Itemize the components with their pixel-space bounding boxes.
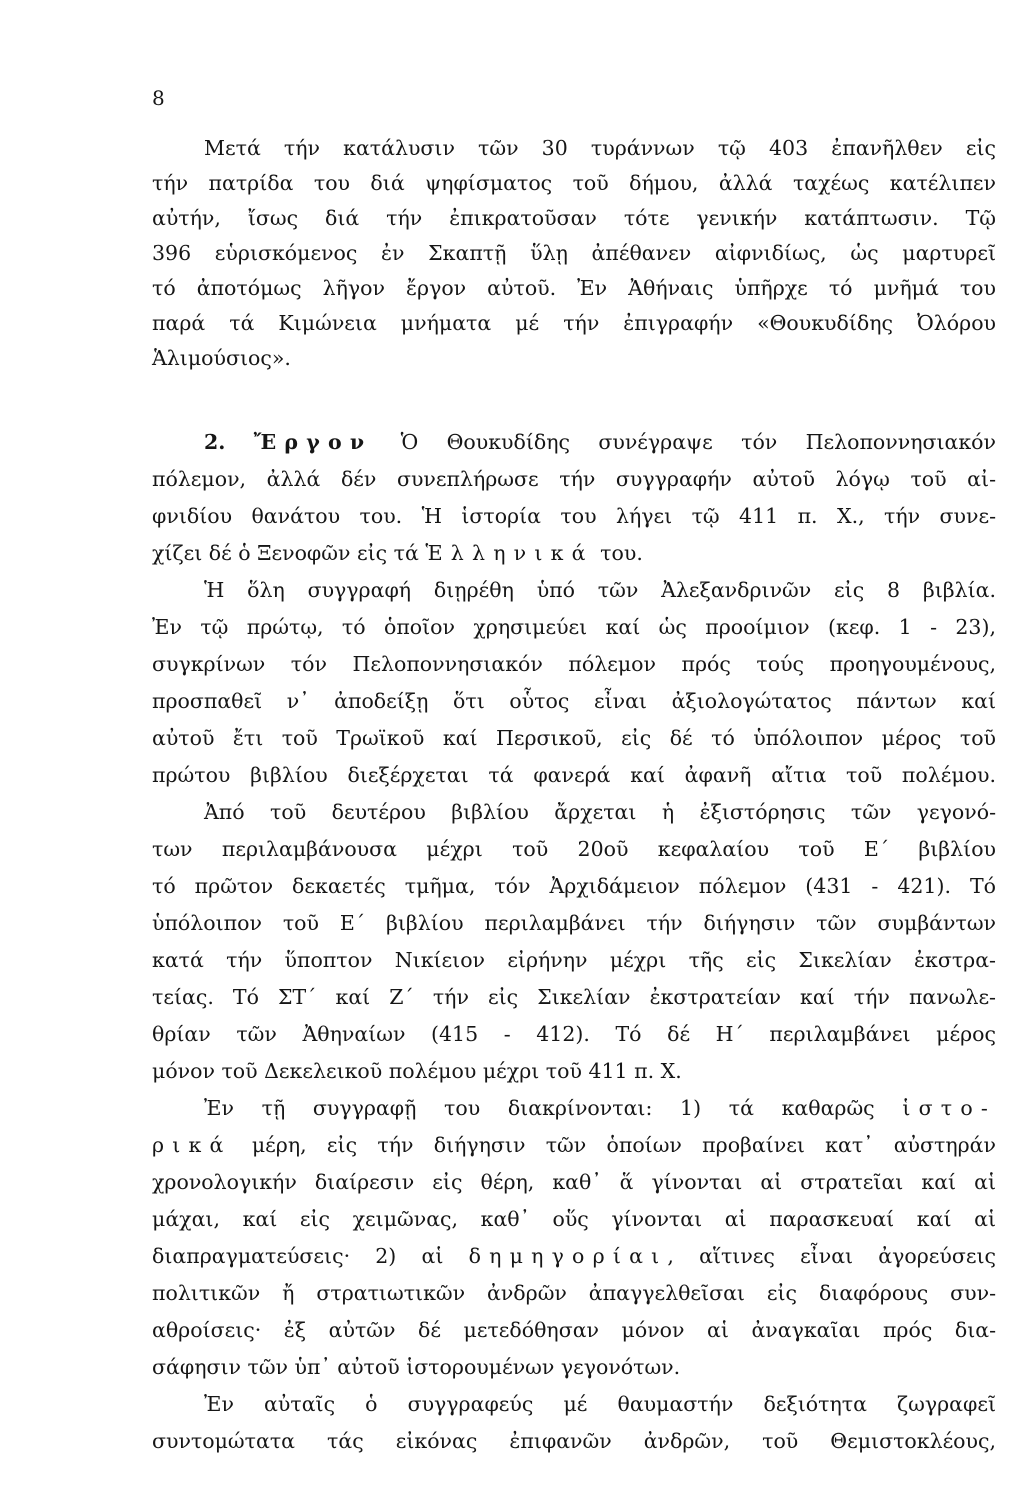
- spaced-word: ἱστο-: [902, 1096, 996, 1120]
- section-title: Ἔργον: [253, 430, 373, 454]
- text-line: φνιδίου θανάτου του. Ἡ ἱστορία του λήγει τῷ 411 π. Χ., τήν συνε-: [152, 504, 996, 528]
- text-line: ρικά μέρη, εἰς τήν διήγησιν τῶν ὁποίων προβαίνει κατ᾽ αὐστηράν: [152, 1133, 996, 1157]
- text-line: θρίαν τῶν Ἀθηναίων (415 - 412). Τό δέ Η΄ περιλαμβάνει μέρος: [152, 1022, 996, 1046]
- text-line: χρονολογικήν διαίρεσιν εἰς θέρη, καθ᾽ ἅ γίνονται αἱ στρατεῖαι καί αἱ: [152, 1170, 996, 1194]
- text-line: προσπαθεῖ ν᾽ ἀποδείξῃ ὅτι οὗτος εἶναι ἀξιολογώτατος πάντων καί: [152, 689, 996, 713]
- text-line: πρώτου βιβλίου διεξέρχεται τά φανερά καί ἀφανῆ αἴτια τοῦ πολέμου.: [152, 763, 996, 787]
- text-line: τό πρῶτον δεκαετές τμῆμα, τόν Ἀρχιδάμειον πόλεμον (431 - 421). Τό: [152, 874, 996, 898]
- text-line: χίζει δέ ὁ Ξενοφῶν εἰς τά Ἑλληνικά του.: [152, 541, 643, 565]
- text-line: των περιλαμβάνουσα μέχρι τοῦ 20οῦ κεφαλαίου τοῦ Ε΄ βιβλίου: [152, 837, 996, 861]
- text-line: Ἀπό τοῦ δευτέρου βιβλίου ἄρχεται ἡ ἐξιστόρησις τῶν γεγονό-: [204, 800, 996, 824]
- text-line: πόλεμον, ἀλλά δέν συνεπλήρωσε τήν συγγραφήν αὐτοῦ λόγῳ τοῦ αἰ-: [152, 467, 996, 491]
- text-line: μόνον τοῦ Δεκελεικοῦ πολέμου μέχρι τοῦ 411 π. Χ.: [152, 1059, 682, 1083]
- text-line: κατά τήν ὕποπτον Νικίειον εἰρήνην μέχρι τῆς εἰς Σικελίαν ἐκστρα-: [152, 948, 996, 972]
- text-line: πολιτικῶν ἤ στρατιωτικῶν ἀνδρῶν ἀπαγγελθεῖσαι εἰς διαφόρους συν-: [152, 1281, 996, 1305]
- text-line: τείας. Τό ΣΤ΄ καί Ζ΄ τήν εἰς Σικελίαν ἐκστρατείαν καί τήν πανωλε-: [152, 985, 996, 1009]
- text-line: ὑπόλοιπον τοῦ Ε΄ βιβλίου περιλαμβάνει τήν διήγησιν τῶν συμβάντων: [152, 911, 996, 935]
- text-line: τήν πατρίδα του διά ψηφίσματος τοῦ δήμου, ἀλλά ταχέως κατέλιπεν: [152, 171, 996, 195]
- text-line: διαπραγματεύσεις· 2) αἱ δημηγορίαι, αἵτινες εἶναι ἀγορεύσεις: [152, 1244, 996, 1268]
- page-number: 8: [152, 86, 165, 110]
- text-line: 396 εὑρισκόμενος ἐν Σκαπτῇ ὕλῃ ἀπέθανεν αἰφνιδίως, ὡς μαρτυρεῖ: [152, 241, 996, 265]
- text-line: Ἐν αὐταῖς ὁ συγγραφεύς μέ θαυμαστήν δεξιότητα ζωγραφεῖ: [204, 1392, 996, 1416]
- text-line: Ἐν τῇ συγγραφῇ του διακρίνονται: 1) τά καθαρῶς ἱστο-: [204, 1096, 996, 1120]
- text-line: αὐτήν, ἴσως διά τήν ἐπικρατοῦσαν τότε γενικήν κατάπτωσιν. Τῷ: [152, 206, 996, 230]
- text-line: μάχαι, καί εἰς χειμῶνας, καθ᾽ οὕς γίνονται αἱ παρασκευαί καί αἱ: [152, 1207, 996, 1231]
- section-number: 2.: [204, 430, 226, 454]
- text-line: Ἁλιμούσιος».: [152, 346, 291, 370]
- text-line: συγκρίνων τόν Πελοποννησιακόν πόλεμον πρός τούς προηγουμένους,: [152, 652, 996, 676]
- text-line: Μετά τήν κατάλυσιν τῶν 30 τυράννων τῷ 403 ἐπανῆλθεν εἰς: [204, 136, 996, 160]
- text-line: σάφησιν τῶν ὑπ᾽ αὐτοῦ ἱστορουμένων γεγονότων.: [152, 1355, 681, 1379]
- spaced-word: ρικά: [152, 1133, 232, 1157]
- spaced-word: Ἑλληνικά: [425, 541, 594, 565]
- text-line: αθροίσεις· ἐξ αὐτῶν δέ μετεδόθησαν μόνον αἱ ἀναγκαῖαι πρός δια-: [152, 1318, 996, 1342]
- spaced-word: δημηγορίαι: [468, 1244, 668, 1268]
- section-heading-line: 2. Ἔργον Ὁ Θουκυδίδης συνέγραψε τόν Πελοποννησιακόν: [204, 430, 996, 454]
- text-line: συντομώτατα τάς εἰκόνας ἐπιφανῶν ἀνδρῶν, τοῦ Θεμιστοκλέους,: [152, 1429, 996, 1453]
- text-line: Ἡ ὅλη συγγραφή διῃρέθη ὑπό τῶν Ἀλεξανδρινῶν εἰς 8 βιβλία.: [204, 578, 996, 602]
- text-line: παρά τά Κιμώνεια μνήματα μέ τήν ἐπιγραφήν «Θουκυδίδης Ὀλόρου: [152, 311, 996, 335]
- text-line: τό ἀποτόμως λῆγον ἔργον αὐτοῦ. Ἐν Ἀθήναις ὑπῆρχε τό μνῆμά του: [152, 276, 996, 300]
- text-line: Ἐν τῷ πρώτῳ, τό ὁποῖον χρησιμεύει καί ὡς προοίμιον (κεφ. 1 - 23),: [152, 615, 996, 639]
- text-line: αὐτοῦ ἔτι τοῦ Τρωϊκοῦ καί Περσικοῦ, εἰς δέ τό ὑπόλοιπον μέρος τοῦ: [152, 726, 996, 750]
